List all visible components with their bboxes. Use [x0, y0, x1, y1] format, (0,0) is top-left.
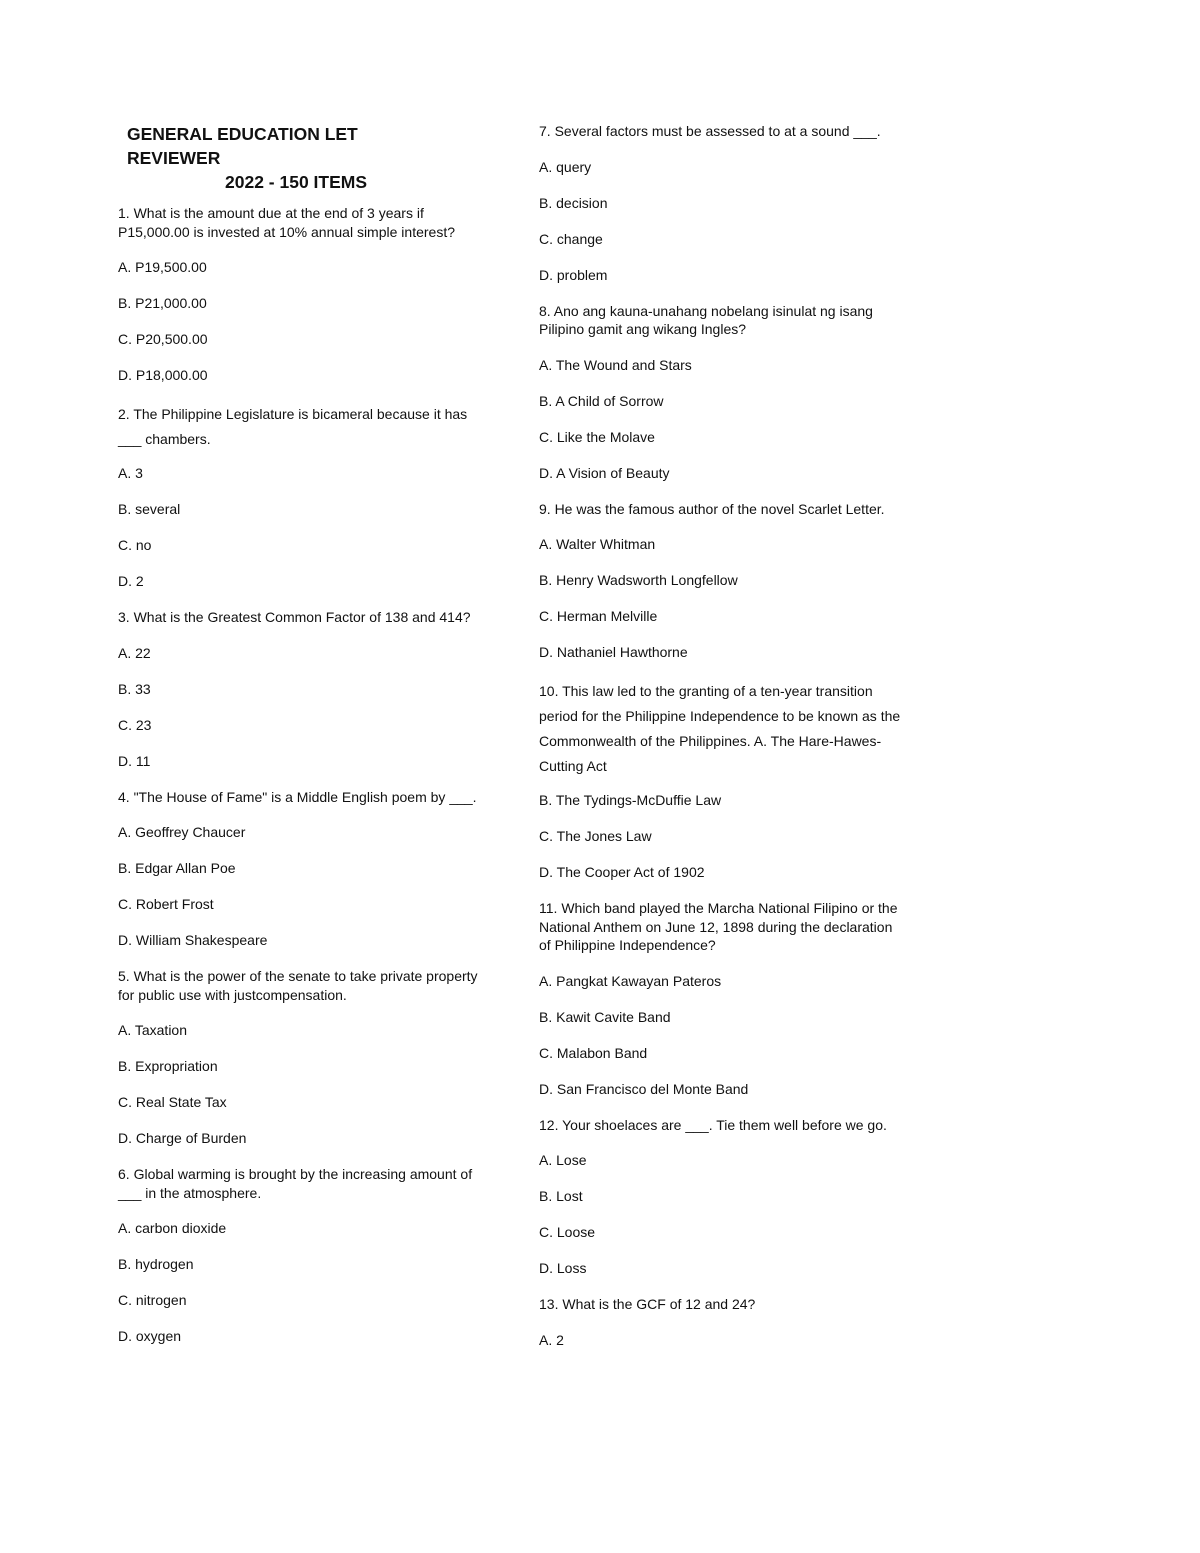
- question-item: [118, 967, 478, 1148]
- document-subtitle: 2022 - 150 ITEMS: [225, 172, 368, 192]
- question-text: 4. "The House of Fame" is a Middle English poem by ___.: [118, 788, 477, 805]
- answer-option: A. carbon dioxide: [118, 1220, 227, 1236]
- answer-option: B. Lost: [539, 1188, 583, 1204]
- answer-option: C. Malabon Band: [539, 1044, 648, 1061]
- answer-option: B. Kawit Cavite Band: [539, 1008, 671, 1025]
- answer-option: C. 23: [118, 716, 152, 733]
- answer-option: A. Walter Whitman: [539, 536, 656, 552]
- question-text: 1. What is the amount due at the end of 3 years if P15,000.00 is invested at 10% annual simple interest?: [118, 205, 455, 240]
- question-text: 7. Several factors must be assessed to at a sound ___.: [539, 123, 881, 139]
- answer-option: B. hydrogen: [118, 1256, 194, 1272]
- answer-option: C. Like the Molave: [539, 428, 655, 445]
- right-column: [539, 122, 904, 1367]
- question-text: 13. What is the GCF of 12 and 24?: [539, 1296, 756, 1312]
- question-text: 9. He was the famous author of the novel Scarlet Letter.: [539, 500, 885, 517]
- question-text: 3. What is the Greatest Common Factor of 138 and 414?: [118, 609, 471, 625]
- document-title: GENERAL EDUCATION LET: [127, 124, 358, 144]
- question-text: 10. This law led to the granting of a ten-year transition period for the Philippine Independence to be known as the Commonwealth of the Philippines. A. The Hare-Hawes-Cutting Act: [539, 683, 901, 774]
- question-item: [539, 302, 904, 483]
- question-item: [118, 788, 478, 950]
- question-item: [539, 1295, 904, 1349]
- answer-option: B. 33: [118, 680, 151, 697]
- answer-option: D. P18,000.00: [118, 367, 208, 383]
- answer-option: D. The Cooper Act of 1902: [539, 864, 705, 880]
- answer-option: A. Pangkat Kawayan Pateros: [539, 972, 722, 989]
- answer-option: D. San Francisco del Monte Band: [539, 1080, 749, 1097]
- answer-option: D. Loss: [539, 1260, 587, 1276]
- question-item: [118, 608, 478, 770]
- answer-option: D. problem: [539, 266, 608, 283]
- answer-option: B. Henry Wadsworth Longfellow: [539, 572, 738, 588]
- answer-option: A. Taxation: [118, 1022, 188, 1038]
- question-text: 2. The Philippine Legislature is bicameral because it has ___ chambers.: [118, 406, 468, 447]
- question-text: 6. Global warming is brought by the increasing amount of ___ in the atmosphere.: [118, 1166, 473, 1201]
- question-list-left: [118, 204, 478, 1346]
- answer-option: D. oxygen: [118, 1328, 182, 1344]
- answer-option: A. 3: [118, 465, 143, 481]
- answer-option: C. Real State Tax: [118, 1094, 227, 1110]
- answer-option: B. decision: [539, 194, 608, 211]
- question-text: 5. What is the power of the senate to take private property for public use with justcompensation.: [118, 968, 478, 1003]
- question-item: [118, 204, 478, 385]
- answer-option: C. Loose: [539, 1224, 596, 1240]
- question-text: 11. Which band played the Marcha National Filipino or the National Anthem on June 12, 1898 during the declaration of Philippine Independence?: [539, 900, 898, 953]
- question-item: [539, 500, 904, 662]
- answer-option: A. query: [539, 158, 592, 175]
- answer-option: B. Edgar Allan Poe: [118, 860, 236, 876]
- answer-option: C. Robert Frost: [118, 896, 214, 912]
- question-item: [539, 899, 904, 1098]
- answer-option: A. Lose: [539, 1152, 587, 1168]
- answer-option: A. P19,500.00: [118, 259, 207, 275]
- answer-option: B. P21,000.00: [118, 295, 207, 311]
- answer-option: D. A Vision of Beauty: [539, 464, 670, 481]
- left-column: [118, 122, 478, 1363]
- answer-option: C. Herman Melville: [539, 608, 658, 624]
- answer-option: D. Charge of Burden: [118, 1130, 247, 1146]
- answer-option: B. Expropriation: [118, 1058, 218, 1074]
- question-text: 12. Your shoelaces are ___. Tie them well before we go.: [539, 1116, 887, 1133]
- answer-option: C. change: [539, 230, 603, 247]
- question-item: [539, 1116, 904, 1278]
- question-list-right: [539, 122, 904, 1349]
- answer-option: A. 2: [539, 1331, 564, 1348]
- answer-option: C. The Jones Law: [539, 828, 652, 844]
- answer-option: C. P20,500.00: [118, 331, 208, 347]
- answer-option: D. Nathaniel Hawthorne: [539, 644, 688, 660]
- answer-option: C. no: [118, 537, 152, 553]
- answer-option: B. several: [118, 501, 181, 517]
- answer-option: B. The Tydings-McDuffie Law: [539, 792, 722, 808]
- answer-option: D. 2: [118, 573, 144, 589]
- answer-option: D. 11: [118, 752, 151, 769]
- question-item: [118, 1165, 478, 1346]
- answer-option: A. Geoffrey Chaucer: [118, 824, 246, 840]
- document-title-line-2: REVIEWER: [127, 148, 221, 168]
- question-item: [118, 402, 478, 591]
- answer-option: C. nitrogen: [118, 1292, 187, 1308]
- question-item: [539, 122, 904, 284]
- answer-option: A. 22: [118, 644, 151, 661]
- question-text: 8. Ano ang kauna-unahang nobelang isinulat ng isang Pilipino gamit ang wikang Ingles?: [539, 302, 873, 337]
- answer-option: A. The Wound and Stars: [539, 356, 692, 373]
- answer-option: B. A Child of Sorrow: [539, 392, 664, 409]
- question-item: [539, 679, 904, 882]
- answer-option: D. William Shakespeare: [118, 932, 268, 948]
